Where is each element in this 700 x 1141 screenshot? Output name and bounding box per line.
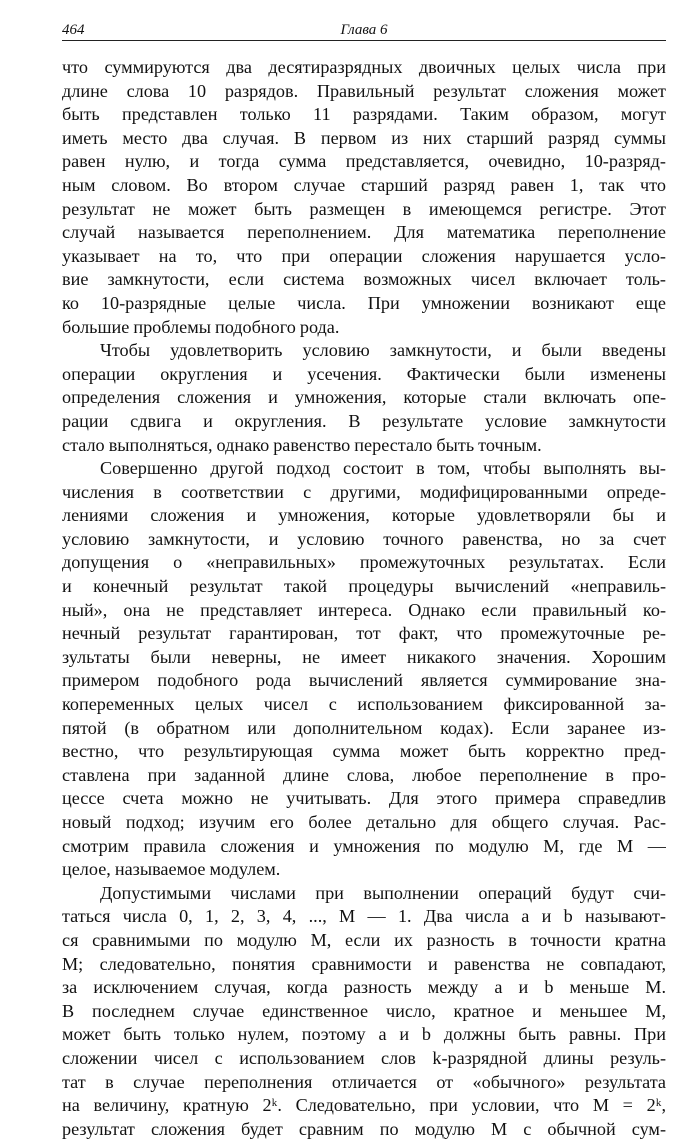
text-line: нечный результат гарантирован, тот факт, что промежуточные ре- (62, 623, 666, 644)
text-line: определения сложения и умножения, которые стали включать опе- (62, 387, 666, 408)
page-body (62, 56, 666, 1141)
text-line: большие проблемы подобного рода. (62, 316, 340, 337)
text-line: длине слова 10 разрядов. Правильный результат сложения может (62, 80, 666, 101)
text-line: иметь место два случая. В первом из них старший разряд суммы (62, 127, 666, 148)
text-line: копеременных целых чисел с использованием фиксированной за- (62, 694, 666, 715)
text-line: вие замкнутости, если система возможных чисел включает толь- (62, 269, 666, 290)
text-line: может быть только нулем, поэтому a и b должны быть равны. При (62, 1024, 666, 1045)
text-line: ся сравнимыми по модулю M, если их разность в точности кратна (62, 929, 666, 950)
text-line: лениями сложения и умножения, которые удовлетворяли бы и (62, 505, 666, 526)
text-line: примером подобного рода вычислений является суммирование зна- (62, 670, 666, 691)
text-line: результат не может быть размещен в имеющемся регистре. Этот (62, 198, 666, 219)
text-line: сложении чисел с использованием слов k-разрядной длины резуль- (62, 1047, 666, 1068)
text-line: пятой (в обратном или дополнительном кодах). Если заранее из- (62, 717, 666, 738)
text-line: целое, называемое модулем. (62, 859, 281, 880)
text-line: ставлена при заданной длине слова, любое переполнение в про- (62, 764, 666, 785)
text-line: равен нулю, и тогда сумма представляется, очевидно, 10-разряд- (62, 151, 666, 172)
text-line: ко 10-разрядные целые числа. При умножении возникают еще (62, 292, 666, 313)
text-line: таться числа 0, 1, 2, 3, 4, ..., M — 1. Два числа a и b называют- (62, 906, 666, 927)
text-line: рации сдвига и округления. В результате условие замкнутости (62, 410, 666, 431)
text-line: В последнем случае единственное число, кратное и меньшее M, (62, 1000, 666, 1021)
text-line: новый подход; изучим его более детально для общего случая. Рас- (62, 812, 666, 832)
text-line: стало выполняться, однако равенство перестало быть точным. (62, 434, 542, 455)
text-line: зультаты были неверны, не имеет никакого значения. Хорошим (62, 646, 666, 667)
running-header (62, 19, 666, 41)
text-line: на величину, кратную 2ᵏ. Следовательно, при условии, что M = 2ᵏ, (62, 1095, 666, 1116)
text-line: и конечный результат такой процедуры вычислений «неправиль- (62, 576, 666, 597)
text-line: случай называется переполнением. Для математика переполнение (62, 222, 666, 243)
text-line: смотрим правила сложения и умножения по модулю M, где M — (62, 835, 666, 856)
text-line: условию замкнутости, и условию точного равенства, но за счет (62, 528, 666, 549)
text-line: M; следовательно, понятия сравнимости и равенства не совпадают, (62, 953, 666, 974)
text-line: ный», она не представляет интереса. Однако если правильный ко- (62, 599, 666, 620)
text-line: допущения о «неправильных» промежуточных результатах. Если (62, 552, 666, 573)
text-line: ным словом. Во втором случае старший разряд равен 1, так что (62, 174, 666, 195)
chapter-title: Глава 6 (340, 22, 388, 38)
text-line: что суммируются два десятиразрядных двоичных целых числа при (62, 57, 666, 77)
text-line: вестно, что результирующая сумма может быть корректно пред- (62, 741, 666, 762)
text-line: за исключением случая, когда разность между a и b меньше M. (62, 977, 666, 998)
header-rule (62, 40, 666, 41)
text-line: Чтобы удовлетворить условию замкнутости, и были введены (100, 340, 666, 361)
text-line: операции округления и усечения. Фактически были изменены (62, 363, 666, 384)
text-line: быть представлен только 11 разрядами. Таким образом, могут (62, 104, 666, 125)
page-number: 464 (62, 22, 85, 38)
text-line: указывает на то, что при операции сложения нарушается усло- (62, 245, 666, 266)
text-line: Допустимыми числами при выполнении операций будут счи- (100, 882, 666, 903)
text-line: Совершенно другой подход состоит в том, чтобы выполнять вы- (100, 458, 666, 479)
text-line: цессе счета можно не учитывать. Для этого примера справедлив (62, 788, 666, 809)
text-line: тат в случае переполнения отличается от «обычного» результата (62, 1071, 666, 1092)
text-line: числения в соответствии с другими, модифицированными опреде- (62, 481, 666, 502)
text-line: результат сложения будет сравним по модулю M с обычной сум- (62, 1118, 666, 1139)
